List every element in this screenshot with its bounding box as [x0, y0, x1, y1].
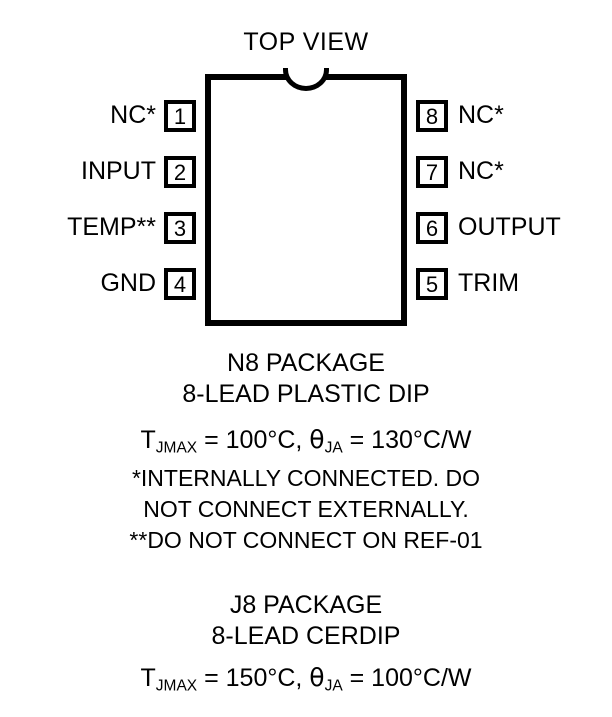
- n8-package-name: N8 PACKAGE: [227, 349, 385, 377]
- j8-theta-sub: JA: [324, 677, 343, 695]
- pin-box-3: 3: [164, 212, 196, 244]
- n8-thermal-sub: JMAX: [155, 439, 198, 457]
- pin-label-8: NC*: [458, 101, 504, 129]
- n8-theta-symbol: θ: [309, 425, 325, 454]
- page-title: TOP VIEW: [243, 28, 369, 56]
- pin-box-8: 8: [416, 100, 448, 132]
- j8-package-description: 8-LEAD CERDIP: [211, 622, 401, 650]
- n8-package-description: 8-LEAD PLASTIC DIP: [182, 380, 430, 408]
- j8-thermal-prefix: T: [140, 664, 156, 692]
- n8-note-line-1: *INTERNALLY CONNECTED. DO: [131, 465, 481, 492]
- pin-label-7: NC*: [458, 157, 504, 185]
- pin-box-7: 7: [416, 156, 448, 188]
- pin-label-3: TEMP**: [67, 213, 156, 241]
- package-outline: [205, 74, 407, 326]
- pin-box-2: 2: [164, 156, 196, 188]
- pin-box-5: 5: [416, 268, 448, 300]
- pin-label-6: OUTPUT: [458, 213, 561, 241]
- n8-thermal-spec: [0, 424, 612, 463]
- pin-label-2: INPUT: [81, 157, 156, 185]
- pin-box-1: 1: [164, 100, 196, 132]
- n8-note-line-3: **DO NOT CONNECT ON REF-01: [129, 527, 483, 554]
- j8-thermal-spec: [0, 662, 612, 701]
- n8-note-line-2: NOT CONNECT EXTERNALLY.: [143, 496, 469, 523]
- n8-thermal-value: = 100°C,: [197, 426, 310, 454]
- pin-label-5: TRIM: [458, 269, 520, 297]
- j8-theta-symbol: θ: [309, 663, 325, 692]
- j8-theta-value: = 100°C/W: [342, 664, 472, 692]
- n8-package-block: [0, 348, 612, 556]
- j8-package-block: [0, 590, 612, 701]
- pin-box-4: 4: [164, 268, 196, 300]
- j8-thermal-sub: JMAX: [155, 677, 198, 695]
- pin-label-1: NC*: [110, 101, 156, 129]
- n8-theta-sub: JA: [324, 439, 343, 457]
- pin-box-6: 6: [416, 212, 448, 244]
- n8-thermal-prefix: T: [140, 426, 156, 454]
- j8-thermal-value: = 150°C,: [197, 664, 310, 692]
- pin-label-4: GND: [100, 269, 156, 297]
- n8-theta-value: = 130°C/W: [342, 426, 472, 454]
- j8-package-name: J8 PACKAGE: [229, 591, 383, 619]
